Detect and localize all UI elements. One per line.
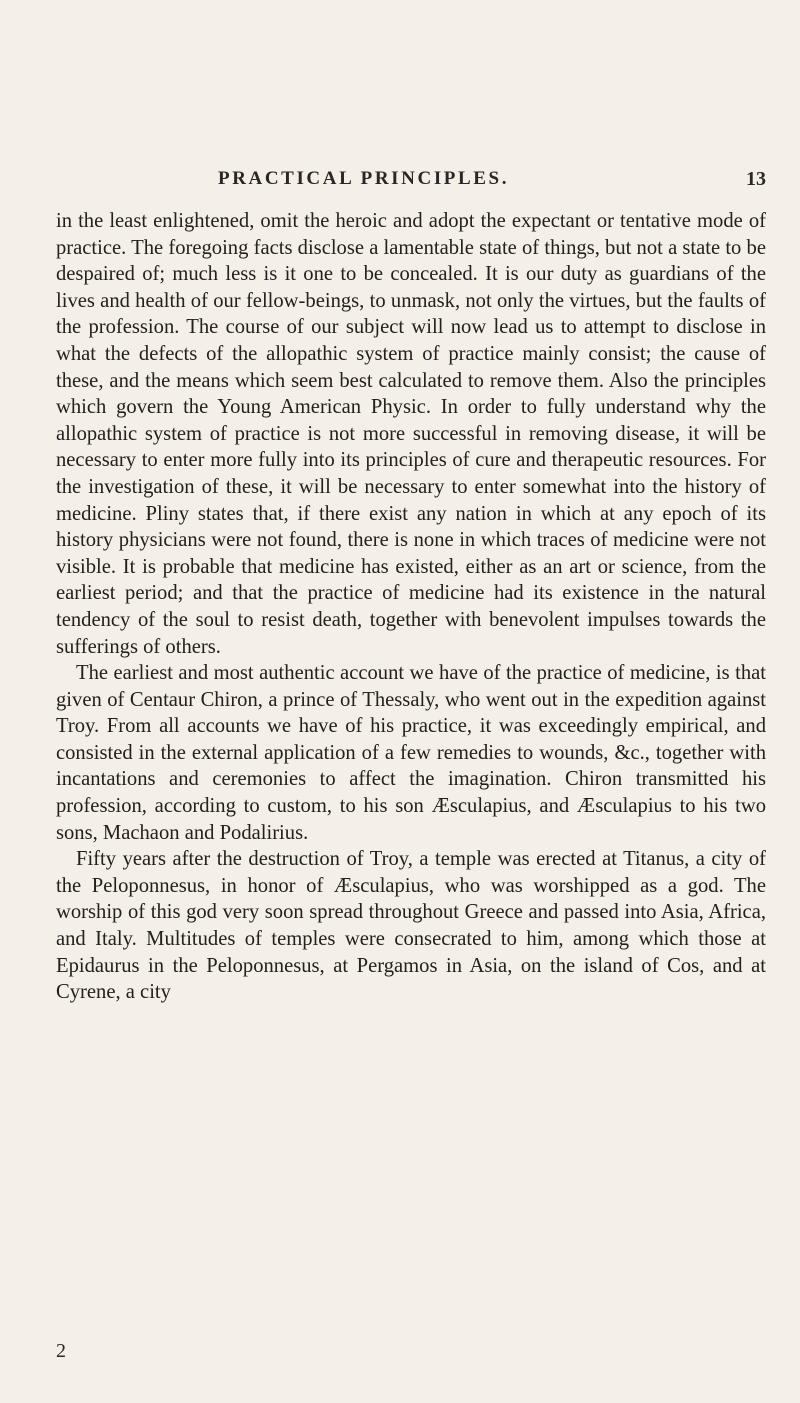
paragraph-1: in the least enlightened, omit the heroic and adopt the expectant or tentative mode of practice. The foregoing facts disclose a lamentable state of things, but not a state to be despaired of; much less is it one to be concealed. It is our duty as guardians of the lives and health of our fellow-beings, to unmask, not only the virtues, but the faults of the profession. The course of our subject will now lead us to attempt to disclose in what the defects of the allopathic system of practice mainly consist; the cause of these, and the means which seem best calculated to remove them. Also the principles which govern the Young American Physic. In order to fully understand why the allopathic system of practice is not more successful in removing disease, it will be necessary to enter more fully into its principles of cure and therapeutic resources. For the investigation of these, it will be necessary to enter somewhat into the history of medicine. Pliny states that, if there exist any nation in which at any epoch of its history physicians were not found, there is none in which traces of medicine were not visible. It is probable that medicine has existed, either as an art or science, from the earliest period; and that the practice of medicine had its existence in the natural tendency of the soul to resist death, together with benevolent impulses towards the sufferings of others. (56, 210, 766, 658)
page-number: 13 (746, 168, 766, 190)
body-text (56, 208, 766, 1006)
page-header (218, 168, 766, 194)
paragraph-3: Fifty years after the destruction of Troy, a temple was erected at Titanus, a city of the Peloponnesus, in honor of Æsculapius, who was worshipped as a god. The worship of this god very soon spread throughout Greece and passed into Asia, Africa, and Italy. Multitudes of temples were consecrated to him, among which those at Epidaurus in the Peloponnesus, at Pergamos in Asia, on the island of Cos, and at Cyrene, a city (56, 848, 766, 1004)
paragraph-2: The earliest and most authentic account we have of the practice of medicine, is that given of Centaur Chiron, a prince of Thessaly, who went out in the expedition against Troy. From all accounts we have of his practice, it was exceedingly empirical, and consisted in the external application of a few remedies to wounds, &c., together with incantations and ceremonies to affect the imagination. Chiron transmitted his profession, according to custom, to his son Æsculapius, and Æsculapius to his two sons, Machaon and Podalirius. (56, 662, 766, 844)
signature-mark: 2 (56, 1340, 66, 1362)
running-title: PRACTICAL PRINCIPLES. (218, 168, 510, 189)
